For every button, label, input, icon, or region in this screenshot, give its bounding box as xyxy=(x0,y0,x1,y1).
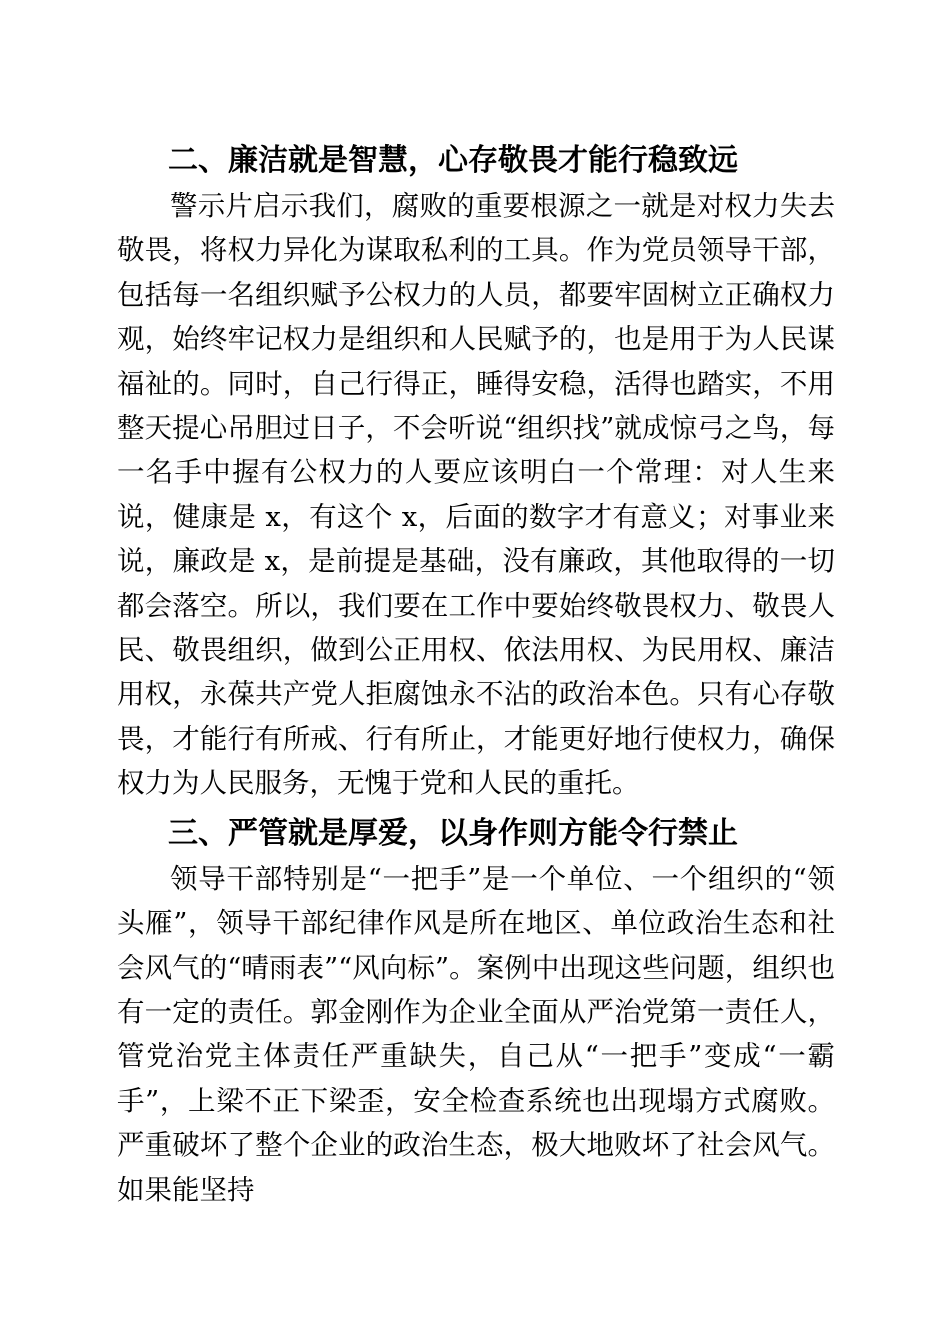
section-heading-integrity-is-wisdom: 二、廉洁就是智慧，心存敬畏才能行稳致远 xyxy=(168,143,738,178)
section-strict-management-paragraph: 领导干部特别是“一把手”是一个单位、一个组织的“领头雁”，领导干部纪律作风是所在地区、单位政治生态和社会风气的“晴雨表”“风向标”。案例中出现这些问题，组织也有一定的责任。郭金刚作为企业全面从严治党第一责任人，管党治党主体责任严重缺失，自己从“一把手”变成“一霸手”，上梁不正下梁歪，安全检查系统也出现塌方式腐败。严重破坏了整个企业的政治生态，极大地败坏了社会风气。如果能坚持 xyxy=(117,862,835,1206)
section-integrity-paragraph: 警示片启示我们，腐败的重要根源之一就是对权力失去敬畏，将权力异化为谋取私利的工具。作为党员领导干部，包括每一名组织赋予公权力的人员，都要牢固树立正确权力观，始终牢记权力是组织和人民赋予的，也是用于为人民谋福祉的。同时，自己行得正，睡得安稳，活得也踏实，不用整天提心吊胆过日子，不会听说“组织找”就成惊弓之鸟，每一名手中握有公权力的人要应该明白一个常理：对人生来说，健康是 x，有这个 x，后面的数字才有意义；对事业来说，廉政是 x，是前提是基础，没有廉政，其他取得的一切都会落空。所以，我们要在工作中要始终敬畏权力、敬畏人民、敬畏组织，做到公正用权、依法用权、为民用权、廉洁用权，永葆共产党人拒腐蚀永不沾的政治本色。只有心存敬畏，才能行有所戒、行有所止，才能更好地行使权力，确保权力为人民服务，无愧于党和人民的重托。 xyxy=(117,190,835,800)
section-heading-strict-management: 三、严管就是厚爱，以身作则方能令行禁止 xyxy=(168,815,738,851)
